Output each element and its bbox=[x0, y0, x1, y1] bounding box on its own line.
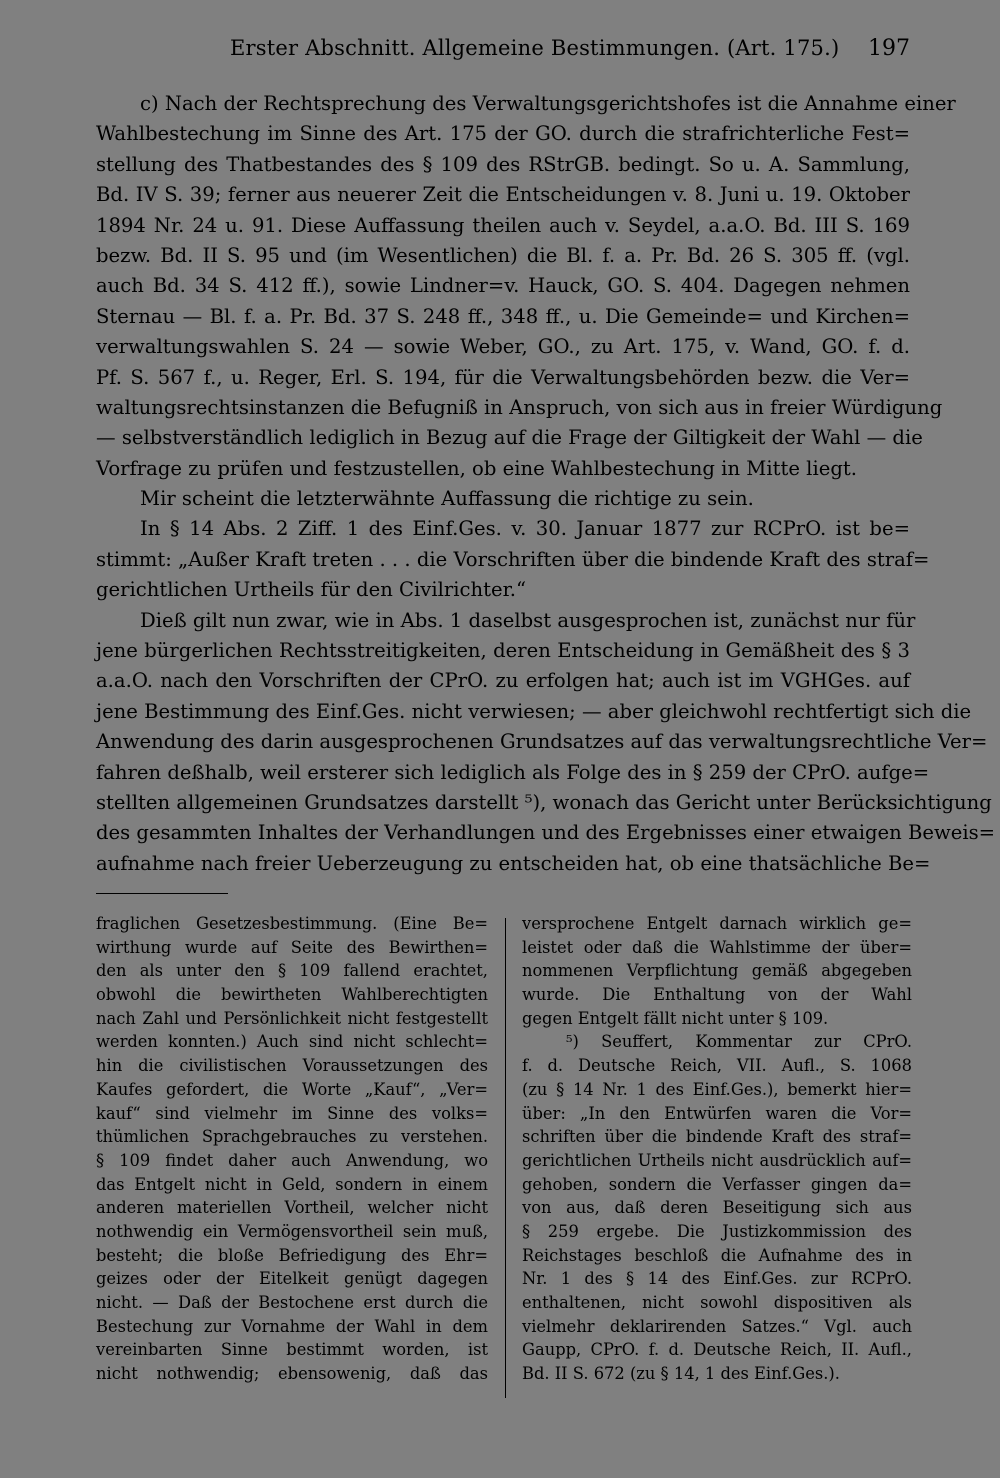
body-line: gerichtlichen Urtheils für den Civilrichter.“ bbox=[96, 578, 527, 602]
body-line: 1894 Nr. 24 u. 91. Diese Auffassung theilen auch v. Seydel, a.a.O. Bd. III S. 169 bbox=[96, 213, 910, 237]
footnote-line: geizes oder der Eitelkeit genügt dagegen bbox=[96, 1269, 488, 1289]
body-line: Vorfrage zu prüfen und festzustellen, ob eine Wahlbestechung in Mitte liegt. bbox=[96, 456, 857, 480]
footnote-line: kauf“ sind vielmehr im Sinne des volks= bbox=[96, 1103, 488, 1123]
footnote-line: Bestechung zur Vornahme der Wahl in dem bbox=[96, 1316, 488, 1336]
body-line: stellung des Thatbestandes des § 109 des RStrGB. bedingt. So u. A. Sammlung, bbox=[96, 152, 910, 176]
footnote-line: nach Zahl und Persönlichkeit nicht festgestellt bbox=[96, 1008, 488, 1028]
body-line: auch Bd. 34 S. 412 ff.), sowie Lindner=v. Hauck, GO. S. 404. Dagegen nehmen bbox=[96, 274, 910, 298]
footnote-line: werden konnten.) Auch sind nicht schlecht= bbox=[96, 1032, 488, 1052]
footnote-line: besteht; die bloße Befriedigung des Ehr= bbox=[96, 1245, 488, 1265]
footnote-line: gerichtlichen Urtheils nicht ausdrücklich auf= bbox=[522, 1150, 912, 1170]
footnote-line: vereinbarten Sinne bestimmt worden, ist bbox=[96, 1340, 488, 1360]
footnote-line: thümlichen Sprachgebrauches zu verstehen. bbox=[96, 1127, 488, 1147]
footnote-line: obwohl die bewirtheten Wahlberechtigten bbox=[96, 985, 488, 1005]
footnote-line: vielmehr deklarirenden Satzes.“ Vgl. auch bbox=[522, 1316, 912, 1336]
footnote-column-divider bbox=[505, 918, 506, 1398]
footnote-line: Gaupp, CPrO. f. d. Deutsche Reich, II. Aufl., bbox=[522, 1340, 912, 1360]
body-line: Sternau — Bl. f. a. Pr. Bd. 37 S. 248 ff., 348 ff., u. Die Gemeinde= und Kirchen= bbox=[96, 304, 910, 328]
footnote-line: leistet oder daß die Wahlstimme der über= bbox=[522, 937, 912, 957]
footnote-line: Kaufes gefordert, die Worte „Kauf“, „Ver= bbox=[96, 1079, 488, 1099]
footnote-line: f. d. Deutsche Reich, VII. Aufl., S. 1068 bbox=[522, 1056, 912, 1076]
body-line: stimmt: „Außer Kraft treten . . . die Vorschriften über die bindende Kraft des straf= bbox=[96, 547, 930, 571]
footnote-line: anderen materiellen Vortheil, welcher nicht bbox=[96, 1198, 488, 1218]
body-line: waltungsrechtsinstanzen die Befugniß in Anspruch, von sich aus in freier Würdigung bbox=[96, 395, 943, 419]
body-line: c) Nach der Rechtsprechung des Verwaltungsgerichtshofes ist die Annahme einer bbox=[140, 92, 956, 115]
body-line: Mir scheint die letzterwähnte Auffassung die richtige zu sein. bbox=[140, 487, 754, 511]
main-body-text bbox=[96, 89, 996, 879]
body-line: jene Bestimmung des Einf.Ges. nicht verwiesen; — aber gleichwohl rechtfertigt sich die bbox=[96, 699, 972, 723]
body-line: stellten allgemeinen Grundsatzes darstellt ⁵), wonach das Gericht unter Berücksichtigung bbox=[96, 790, 992, 814]
page-number: 197 bbox=[868, 36, 910, 61]
footnote-line: den als unter den § 109 fallend erachtet, bbox=[96, 961, 488, 981]
footnote-line: § 109 findet daher auch Anwendung, wo bbox=[96, 1150, 488, 1170]
footnote-line: versprochene Entgelt darnach wirklich ge= bbox=[522, 914, 912, 933]
footnote-line: nicht. — Daß der Bestochene erst durch die bbox=[96, 1293, 488, 1312]
body-line: Bd. IV S. 39; ferner aus neuerer Zeit die Entscheidungen v. 8. Juni u. 19. Oktober bbox=[96, 183, 910, 207]
footnote-line: Reichstages beschloß die Aufnahme des in bbox=[522, 1245, 912, 1265]
footnote-line: das Entgelt nicht in Geld, sondern in einem bbox=[96, 1174, 488, 1194]
footnote-line: nicht nothwendig; ebensowenig, daß das bbox=[96, 1364, 488, 1384]
body-line: a.a.O. nach den Vorschriften der CPrO. zu erfolgen hat; auch ist im VGHGes. auf bbox=[96, 669, 910, 693]
body-line: aufnahme nach freier Ueberzeugung zu entscheiden hat, ob eine thatsächliche Be= bbox=[96, 851, 931, 875]
running-header: Erster Abschnitt. Allgemeine Bestimmungen. (Art. 175.) bbox=[230, 36, 840, 60]
footnote-line: § 259 ergebe. Die Justizkommission des bbox=[522, 1221, 912, 1241]
footnote-line: Nr. 1 des § 14 des Einf.Ges. zur RCPrO. bbox=[522, 1269, 912, 1289]
body-line: verwaltungswahlen S. 24 — sowie Weber, GO., zu Art. 175, v. Wand, GO. f. d. bbox=[96, 335, 910, 359]
body-line: jene bürgerlichen Rechtsstreitigkeiten, deren Entscheidung in Gemäßheit des § 3 bbox=[96, 639, 910, 663]
body-line: Wahlbestechung im Sinne des Art. 175 der GO. durch die strafrichterliche Fest= bbox=[96, 122, 910, 146]
footnote-line: fraglichen Gesetzesbestimmung. (Eine Be= bbox=[96, 914, 488, 933]
body-line: — selbstverständlich lediglich in Bezug auf die Frage der Giltigkeit der Wahl — die bbox=[96, 426, 923, 450]
footnote-separator bbox=[96, 893, 228, 894]
footnote-line: (zu § 14 Nr. 1 des Einf.Ges.), bemerkt hier= bbox=[522, 1079, 912, 1099]
footnote-line: von aus, daß deren Beseitigung sich aus bbox=[522, 1198, 912, 1218]
footnote-line: schriften über die bindende Kraft des straf= bbox=[522, 1127, 912, 1147]
body-line: Pf. S. 567 f., u. Reger, Erl. S. 194, für die Verwaltungsbehörden bezw. die Ver= bbox=[96, 365, 910, 389]
footnote-right-column bbox=[522, 912, 912, 1386]
body-line: fahren deßhalb, weil ersterer sich lediglich als Folge des in § 259 der CPrO. aufge= bbox=[96, 760, 930, 784]
footnote-line: gehoben, sondern die Verfasser gingen da= bbox=[522, 1174, 912, 1194]
footnote-line: nommenen Verpflichtung gemäß abgegeben bbox=[522, 961, 912, 981]
footnote-line: wurde. Die Enthaltung von der Wahl bbox=[522, 985, 912, 1005]
footnote-line: ⁵) Seuffert, Kommentar zur CPrO. bbox=[566, 1032, 912, 1052]
footnote-left-column bbox=[96, 912, 488, 1386]
footnote-line: hin die civilistischen Voraussetzungen des bbox=[96, 1056, 488, 1076]
body-line: Dieß gilt nun zwar, wie in Abs. 1 daselbst ausgesprochen ist, zunächst nur für bbox=[140, 608, 916, 632]
footnote-line: nothwendig ein Vermögensvortheil sein muß, bbox=[96, 1221, 488, 1241]
footnote-line: gegen Entgelt fällt nicht unter § 109. bbox=[522, 1008, 829, 1028]
footnote-line: Bd. II S. 672 (zu § 14, 1 des Einf.Ges.). bbox=[522, 1364, 840, 1384]
body-line: bezw. Bd. II S. 95 und (im Wesentlichen) die Bl. f. a. Pr. Bd. 26 S. 305 ff. (vgl. bbox=[96, 243, 910, 267]
footnote-line: über: „In den Entwürfen waren die Vor= bbox=[522, 1103, 912, 1123]
body-line: Anwendung des darin ausgesprochenen Grundsatzes auf das verwaltungsrechtliche Ver= bbox=[96, 730, 988, 754]
footnote-line: wirthung wurde auf Seite des Bewirthen= bbox=[96, 937, 488, 957]
footnote-line: enthaltenen, nicht sowohl dispositiven als bbox=[522, 1293, 912, 1312]
body-line: In § 14 Abs. 2 Ziff. 1 des Einf.Ges. v. 30. Januar 1877 zur RCPrO. ist be= bbox=[140, 517, 910, 541]
body-line: des gesammten Inhaltes der Verhandlungen und des Ergebnisses einer etwaigen Beweis= bbox=[96, 821, 996, 845]
